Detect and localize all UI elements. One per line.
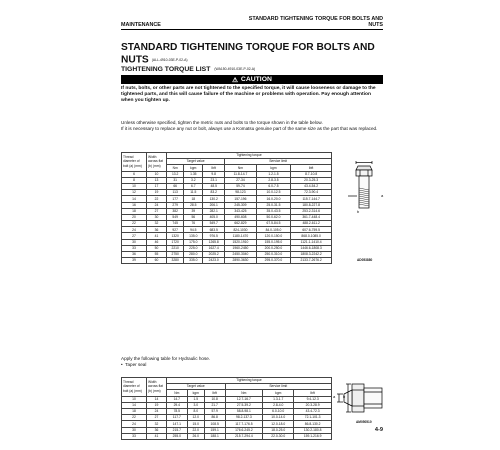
unit-cell: lbft	[291, 165, 332, 171]
col-header-service: Service limit	[225, 384, 332, 390]
running-header-section: MAINTENANCE	[121, 22, 161, 28]
hose-note-bullet-text: Taper seal	[125, 362, 147, 367]
table-cell: 824-1030	[225, 227, 257, 233]
table-cell: 12.0	[187, 415, 204, 421]
table-cell: 66	[167, 183, 184, 189]
table-cell: 2210	[167, 245, 184, 251]
section-title-ref: (WA150-4910-03E-P-02-A)	[214, 67, 256, 72]
table-cell: 36	[147, 427, 167, 433]
table-cell: 490-608	[225, 214, 257, 220]
table-cell: 1.35	[184, 171, 203, 177]
table-cell: 159.1-216.9	[294, 433, 332, 439]
table-cell: 382	[167, 208, 184, 214]
caution-text: If nuts, bolts, or other parts are not tightened to the specified torque, it will cause looseness or damage to the tightened parts, and this will cause failure of the machine or problems with operation. Pay enough attention when you tighten up.	[121, 86, 376, 104]
table-cell: 13.2	[167, 171, 184, 177]
table-cell: 32	[147, 421, 167, 427]
table-cell: 1446.6-1808.3	[291, 245, 332, 251]
col-header-target: Target value	[167, 384, 226, 390]
table-cell: 868.0-1085.0	[291, 233, 332, 239]
diagram2-code: AM050510	[356, 420, 372, 424]
section-title	[121, 66, 255, 73]
table-cell: 6.0-10.0	[263, 408, 294, 414]
table-cell: 24	[147, 408, 167, 414]
table-cell: 175.0	[184, 239, 203, 245]
table-cell: 18	[184, 196, 203, 202]
table-cell: 72.3-90.4	[291, 190, 332, 196]
table-cell: 36	[147, 227, 167, 233]
table-cell: 27	[122, 233, 147, 239]
table-cell: 8	[122, 177, 147, 183]
table-cell: 58.8-98.1	[225, 408, 263, 414]
table-cell: 18	[122, 408, 147, 414]
page-title	[121, 42, 381, 67]
unit-cell: kgm	[256, 165, 291, 171]
table-cell: 280.0	[184, 252, 203, 258]
table-cell: 22	[147, 196, 167, 202]
table-cell: 26.0	[187, 433, 204, 439]
table-cell: 335.0	[184, 258, 203, 264]
table-cell: 1.5	[187, 396, 204, 402]
table-cell: 22.0-30.0	[263, 433, 294, 439]
table-cell: 10	[147, 171, 167, 177]
table-cell: 10.8	[204, 396, 225, 402]
table-cell: 683.5	[203, 227, 225, 233]
running-header-line2: NUTS	[368, 22, 383, 29]
table-cell: 1.2-1.5	[256, 171, 291, 177]
table-cell: 976.5	[203, 233, 225, 239]
diagram1-label-b: b	[357, 209, 360, 214]
table-cell: 405.0	[203, 214, 225, 220]
table-cell: 745	[167, 221, 184, 227]
table-cell: 2450-3040	[225, 252, 257, 258]
table-cell: 3.2	[184, 177, 203, 183]
table-cell: 15.0	[187, 421, 204, 427]
unit-cell: kgm	[187, 390, 204, 396]
unit-cell: kgm	[263, 390, 294, 396]
unit-cell: Nm	[225, 165, 257, 171]
table-cell: 206.1	[203, 202, 225, 208]
table-cell: 32	[147, 221, 167, 227]
table-cell: 20	[122, 214, 147, 220]
table-cell: 24	[122, 421, 147, 427]
instructions-line2: If it is necessary to replace any nut or bolt, always use a Komatsu genuine part of the same size as the part that was replaced.	[121, 126, 378, 131]
table-cell: 1180-1470	[225, 233, 257, 239]
table-cell: 1520-1910	[225, 239, 257, 245]
table-cell: 14	[122, 196, 147, 202]
table-cell: 225.0	[184, 245, 203, 251]
table-cell: 177	[167, 196, 184, 202]
table-cell: 2890-3630	[225, 258, 257, 264]
table-cell: 14	[147, 396, 167, 402]
table-cell: 13	[147, 177, 167, 183]
table-cell: 18	[122, 208, 147, 214]
table-cell: 24	[147, 202, 167, 208]
table-cell: 98.2-137.3	[225, 415, 263, 421]
table-cell: 11.5	[184, 190, 203, 196]
diagram1-code: AD053880	[357, 258, 373, 262]
table-cell: 20.3-28.9	[294, 402, 332, 408]
col-header-tightening: Tightening torque	[167, 378, 332, 384]
table-cell: 1320	[167, 233, 184, 239]
table-cell: 59-74	[225, 183, 257, 189]
table-cell: 200.0-250.0	[256, 245, 291, 251]
table-cell: 2750	[167, 252, 184, 258]
table-cell: 147.1	[167, 421, 188, 427]
table-cell: 33	[122, 433, 147, 439]
table-cell: 255.0	[167, 433, 188, 439]
table-cell: 295.0-370.0	[256, 258, 291, 264]
table-cell: 108.5	[204, 421, 225, 427]
table-cell: 12.0-18.0	[263, 421, 294, 427]
table-cell: 2025.2	[203, 252, 225, 258]
instructions-line1: Unless otherwise specified, tighten the metric nuts and bolts to the torque shown in the table below.	[121, 120, 323, 125]
unit-cell: kgm	[184, 165, 203, 171]
table-cell: 28.5	[184, 202, 203, 208]
table-cell: 120.0-150.0	[256, 233, 291, 239]
table-cell: 927	[167, 227, 184, 233]
table-cell: 549	[167, 214, 184, 220]
running-header-title	[249, 16, 383, 28]
table-cell: 155.0-195.0	[256, 239, 291, 245]
table-cell: 18.0-25.0	[263, 427, 294, 433]
col-header-width: Width across flat (b) (mm)	[147, 378, 167, 397]
table-row	[122, 258, 332, 264]
table-cell: 25.0-31.5	[256, 202, 291, 208]
table-row	[122, 433, 332, 439]
table-cell: 1.3-1.7	[263, 396, 294, 402]
table-cell: 549.7	[203, 221, 225, 227]
table-cell: 20.3-25.3	[291, 177, 332, 183]
table-cell: 21.7	[204, 402, 225, 408]
col-header-tightening: Tightening torque	[167, 153, 332, 159]
hose-note-bullet: • Taper seal	[121, 362, 147, 367]
diagram1-label-a: a	[381, 193, 384, 198]
table-cell: 43.4-72.3	[294, 408, 332, 414]
table-cell: 6.0-7.5	[256, 183, 291, 189]
table-cell: 36	[122, 252, 147, 258]
table-cell: 19	[147, 190, 167, 196]
table-cell: 9.4-12.3	[294, 396, 332, 402]
table-cell: 11.8-14.7	[225, 171, 257, 177]
table-cell: 19	[147, 402, 167, 408]
warning-triangle-icon: ⚠	[232, 76, 238, 84]
page-title-line2: NUTS	[121, 54, 149, 66]
caution-label: CAUTION	[240, 76, 272, 83]
table-cell: 33	[122, 245, 147, 251]
table-cell: 113	[167, 190, 184, 196]
table-cell: 157-196	[225, 196, 257, 202]
unit-cell: Nm	[167, 390, 188, 396]
table-cell: 282.1	[203, 208, 225, 214]
table-cell: 50	[147, 245, 167, 251]
table-cell: 22	[122, 415, 147, 421]
table-cell: 8.7-10.8	[291, 171, 332, 177]
diagram2-label-a: a	[333, 394, 336, 399]
table-cell: 250.0-310.0	[256, 252, 291, 258]
table-cell: 14	[122, 402, 147, 408]
running-header-line1: STANDARD TIGHTENING TORQUE FOR BOLTS AND	[248, 16, 383, 22]
table-cell: 176.6-245.2	[225, 427, 263, 433]
table-cell: 117.7-176.5	[225, 421, 263, 427]
table-cell: 215.7	[167, 427, 188, 433]
table-cell: 117.7	[167, 415, 188, 421]
table-cell: 30	[122, 427, 147, 433]
table-cell: 2.8-3.5	[256, 177, 291, 183]
table-cell: 43.4-54.2	[291, 183, 332, 189]
table-cell: 31	[167, 177, 184, 183]
table-cell: 72.1-101.3	[294, 415, 332, 421]
table-cell: 159.1	[204, 427, 225, 433]
hose-note	[121, 356, 210, 368]
table-cell: 67.5-84.5	[256, 221, 291, 227]
table-cell: 3280	[167, 258, 184, 264]
table-cell: 8.0	[187, 408, 204, 414]
table-cell: 1121.1-1410.4	[291, 239, 332, 245]
unit-cell: lbft	[203, 165, 225, 171]
table-cell: 27	[147, 415, 167, 421]
table-cell: 48.5	[203, 183, 225, 189]
table-cell: 41	[147, 433, 167, 439]
table-cell: 1720	[167, 239, 184, 245]
table-cell: 3.0	[187, 402, 204, 408]
table-cell: 6	[122, 171, 147, 177]
table-cell: 9.8	[203, 171, 225, 177]
table-cell: 24	[122, 227, 147, 233]
table-cell: 1265.8	[203, 239, 225, 245]
table-cell: 86.8	[204, 415, 225, 421]
table-cell: 6.7	[184, 183, 203, 189]
table-cell: 22	[122, 221, 147, 227]
table-cell: 180.8-227.8	[291, 202, 332, 208]
diagram2-label-b: b	[343, 394, 346, 399]
table-cell: 2.8-4.0	[263, 402, 294, 408]
table-cell: 16.0-20.0	[256, 196, 291, 202]
table-cell: 10	[122, 183, 147, 189]
table-cell: 253.2-314.6	[291, 208, 332, 214]
header-rule	[121, 29, 383, 30]
table-cell: 78.5	[167, 408, 188, 414]
table-cell: 130.2	[203, 196, 225, 202]
table-cell: 27-34	[225, 177, 257, 183]
table-cell: 2423.0	[203, 258, 225, 264]
col-header-thread: Thread diameter of bolt (a) (mm)	[122, 153, 147, 172]
table-cell: 46	[147, 239, 167, 245]
table-cell: 279	[167, 202, 184, 208]
table-cell: 10	[122, 396, 147, 402]
table-cell: 215.7-294.4	[225, 433, 263, 439]
col-header-target: Target value	[167, 159, 225, 165]
col-header-width: Width across flat (b) (mm)	[147, 153, 167, 172]
table-cell: 361.7-448.4	[291, 214, 332, 220]
table-cell: 14.7	[167, 396, 188, 402]
table-cell: 76	[184, 221, 203, 227]
table-cell: 60	[147, 258, 167, 264]
table-cell: 86.8-130.2	[294, 421, 332, 427]
hose-note-line: Apply the following table for Hydraulic hose.	[121, 356, 211, 361]
table-cell: 1627.4	[203, 245, 225, 251]
table-cell: 188.1	[204, 433, 225, 439]
table-cell: 10.0-14.0	[263, 415, 294, 421]
table-cell: 50.0-62.0	[256, 214, 291, 220]
table-cell: 41	[147, 233, 167, 239]
instructions-text	[121, 120, 383, 132]
table-cell: 83.2	[203, 190, 225, 196]
unit-cell: lbft	[204, 390, 225, 396]
table-cell: 12.7-16.7	[225, 396, 263, 402]
torque-table-hose	[121, 377, 332, 440]
table-cell: 84.0-105.0	[256, 227, 291, 233]
table-cell: 30	[122, 239, 147, 245]
table-cell: 56	[184, 214, 203, 220]
torque-table-bolts	[121, 152, 332, 264]
table-cell: 343-425	[225, 208, 257, 214]
table-cell: 23.1	[203, 177, 225, 183]
table-cell: 27.5-39.2	[225, 402, 263, 408]
table-cell: 39	[122, 258, 147, 264]
table-cell: 2133.7-2676.2	[291, 258, 332, 264]
table-cell: 27	[147, 208, 167, 214]
table-cell: 35.0-43.5	[256, 208, 291, 214]
table-cell: 30	[147, 214, 167, 220]
table-cell: 94.5	[184, 227, 203, 233]
table-cell: 98-123	[225, 190, 257, 196]
table-cell: 29.4	[167, 402, 188, 408]
table-cell: 135.0	[184, 233, 203, 239]
table-cell: 16	[122, 202, 147, 208]
table-cell: 1960-2450	[225, 245, 257, 251]
col-header-thread: Thread diameter of bolt (a) (mm)	[122, 378, 147, 397]
table-cell: 1808.3-2242.2	[291, 252, 332, 258]
table-cell: 130.2-180.8	[294, 427, 332, 433]
table-cell: 57.9	[204, 408, 225, 414]
page-number: 4-9	[374, 427, 383, 433]
table-cell: 22.0	[187, 427, 204, 433]
table-cell: 17	[147, 183, 167, 189]
table-cell: 115.7-144.7	[291, 196, 332, 202]
unit-cell: lbft	[294, 390, 332, 396]
col-header-service: Service limit	[225, 159, 332, 165]
unit-cell: Nm	[225, 390, 263, 396]
table-cell: 12	[122, 190, 147, 196]
table-cell: 607.6-759.5	[291, 227, 332, 233]
table-cell: 10.0-12.5	[256, 190, 291, 196]
table-cell: 55	[147, 252, 167, 258]
section-title-text: TIGHTENING TORQUE LIST	[121, 66, 211, 73]
table-cell: 662-829	[225, 221, 257, 227]
page-title-line1: STANDARD TIGHTENING TORQUE FOR BOLTS AND	[121, 42, 375, 53]
page-title-ref: (ALL-4910-03E-P-02-A)	[151, 58, 188, 62]
bolt-diagram	[344, 160, 390, 212]
table-cell: 39	[184, 208, 203, 214]
caution-banner	[121, 75, 383, 84]
table-cell: 488.2-611.2	[291, 221, 332, 227]
table-cell: 245-309	[225, 202, 257, 208]
unit-cell: Nm	[167, 165, 184, 171]
